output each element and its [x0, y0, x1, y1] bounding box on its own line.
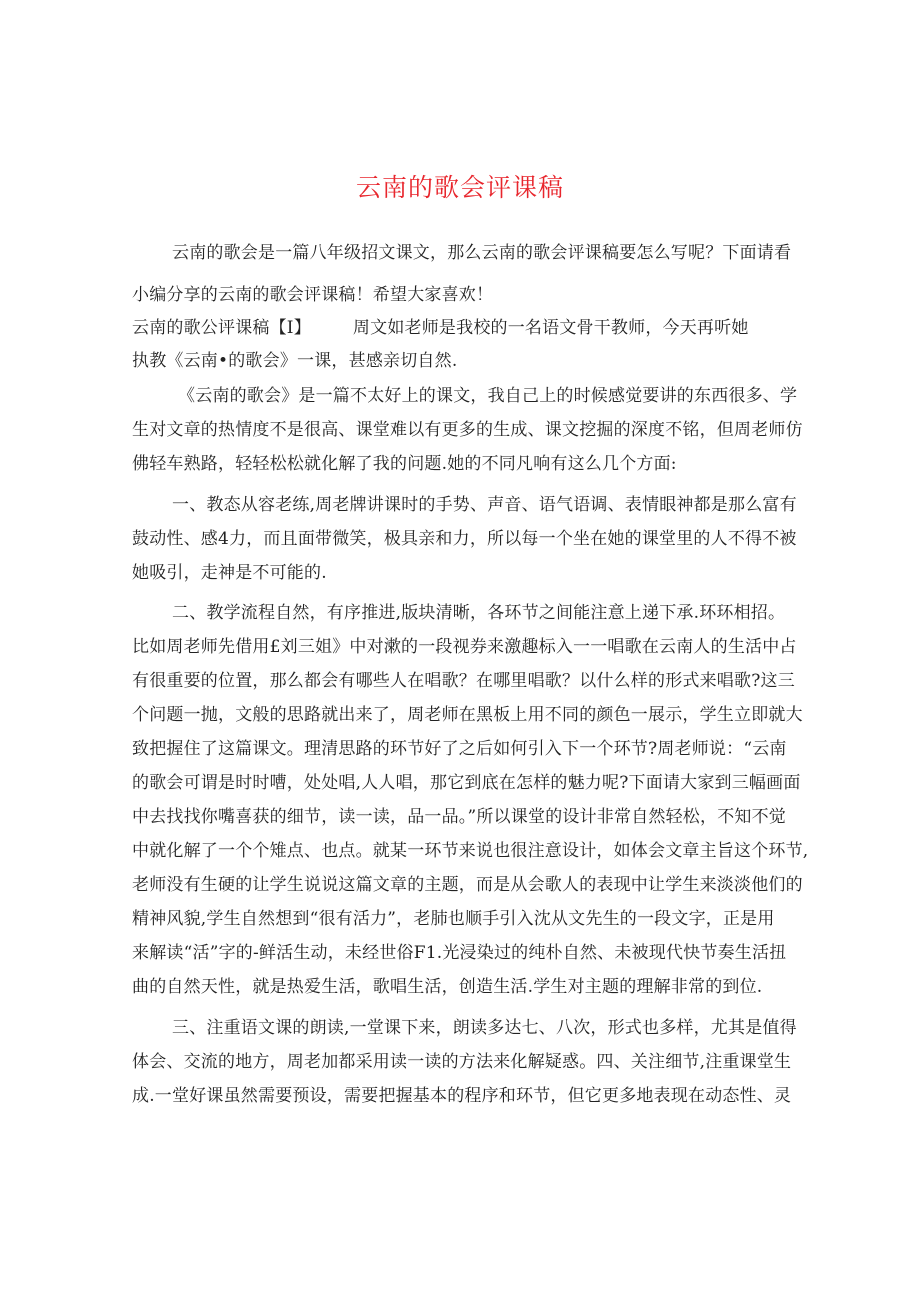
paragraph-line: 《云南的歌会》是一篇不太好上的课文，我自己上的时候感觉要讲的东西很多、学 — [178, 386, 798, 406]
paragraph-line: 她吸引，走神是不可能的. — [132, 563, 327, 583]
paragraph-line: 佛轻车熟路，轻轻松松就化解了我的问题.她的不同凡响有这么几个方面: — [132, 454, 677, 474]
paragraph-line: 的歌会可谓是时时嘈，处处唱,人人唱，那它到底在怎样的魅力呢?下面请大家到三幅画面 — [132, 773, 801, 793]
paragraph-line: 个问题一抛，文般的思路就出来了，周老师在黑板上用不同的颜色一展示，学生立即就大 — [132, 705, 803, 725]
paragraph-line: 二、教学流程自然，有序推进,版块清晰，各环节之间能注意上递下承.环环相招。 — [172, 603, 786, 623]
intro-line: 云南的歌会是一篇八年级招文课文，那么云南的歌会评课稿要怎么写呢？下面请看 — [172, 243, 792, 263]
paragraph-line: 一、教态从容老练,周老牌讲课时的手势、声音、语气语调、表情眼神都是那么富有 — [172, 495, 797, 515]
paragraph-line: 中去找找你嘴喜获的细节，读一读，品一品。”所以课堂的设计非常自然轻松，不知不觉 — [132, 807, 786, 827]
section-heading-line — [132, 316, 749, 340]
paragraph-line: 三、注重语文课的朗读,一堂课下来，朗读多达七、八次，形式也多样，尤其是值得 — [172, 1018, 797, 1038]
paragraph-line: 中就化解了一个个雉点、也点。就某一环节来说也很注意设计，如体会文章主旨这个环节, — [132, 841, 809, 861]
paragraph-line: 生对文章的热情度不是很高、课堂难以有更多的生成、课文挖掘的深度不铭，但周老师仿 — [132, 420, 803, 440]
paragraph-line: 致把握住了这篇课文。理清思路的环节好了之后如何引入下一个环节?周老师说：“云南 — [132, 739, 787, 759]
paragraph-line: 成.一堂好课虽然需要预设，需要把握基本的程序和环节，但它更多地表现在动态性、灵 — [132, 1086, 792, 1106]
paragraph-line: 精神风貌,学生自然想到“很有活力”，老肺也顺手引入沈从文先生的一段文字，正是用 — [132, 909, 775, 929]
paragraph-line: 有很重要的位置，那么都会有哪些人在唱歌？在哪里唱歌？以什么样的形式来唱歌?这三 — [132, 671, 795, 691]
section-first-sentence: 周文如老师是我校的一名语文骨干教师，今天再听她 — [352, 318, 749, 338]
section-second-sentence: 执教《云南•的歌会》一课，甚感亲切自然. — [132, 351, 458, 371]
paragraph-line: 鼓动性、感4力，而且面带微笑，极具亲和力，所以每一个坐在她的课堂里的人不得不被 — [132, 529, 797, 549]
paragraph-line: 曲的自然天性，就是热爱生活，歌唱生活，创造生活.学生对主题的理解非常的到位. — [132, 977, 763, 997]
paragraph-line: 老师没有生硬的让学生说说这篇文章的主题，而是从会歌人的表现中让学生来淡淡他们的 — [132, 875, 803, 895]
paragraph-line: 比如周老师先借用£刘三姐》中对漱的一段视券来激趣标入一一唱歌在云南人的生活中占 — [132, 637, 797, 657]
paragraph-line: 体会、交流的地方，周老加都采用读一读的方法来化解疑惑。四、关注细节,注重课堂生 — [132, 1052, 792, 1072]
paragraph-line: 来解读“活”字的-鲜活生动，未经世俗F1.光浸染过的纯朴自然、未被现代快节奏生活扭 — [132, 943, 787, 963]
intro-line: 小编分享的云南的歌会评课稿！希望大家喜欢！ — [132, 285, 494, 305]
document-title: 云南的歌会评课稿 — [355, 173, 564, 202]
section-heading: 云南的歌公评课稿【I】 — [132, 318, 311, 338]
